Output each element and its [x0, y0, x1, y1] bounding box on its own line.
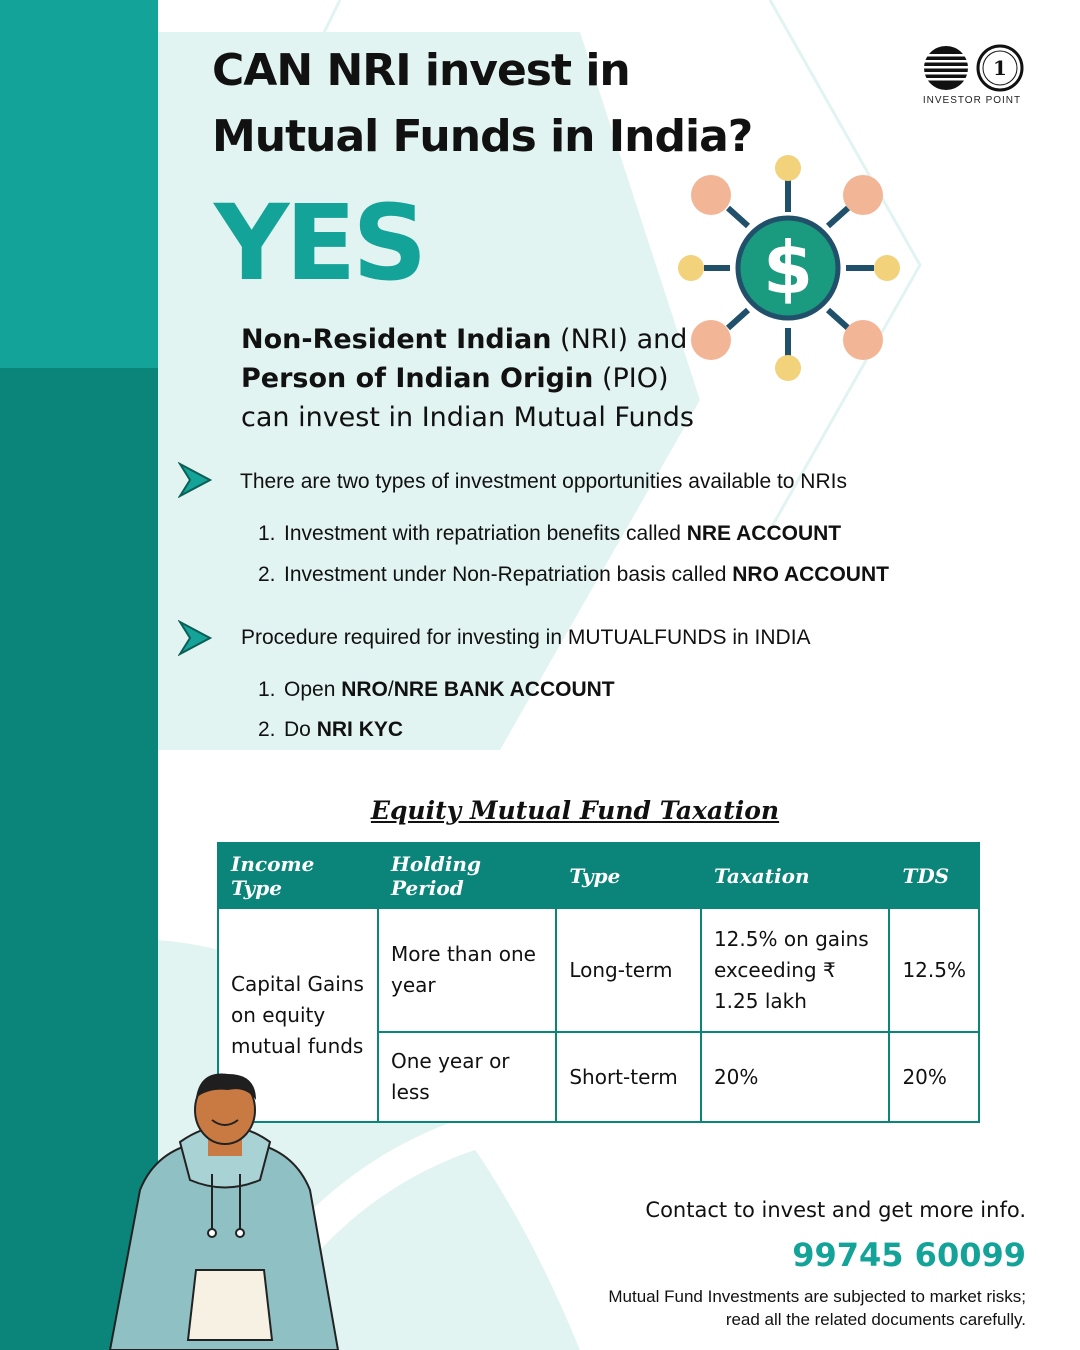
- pio-label: Person of Indian Origin: [241, 363, 594, 394]
- cell-holding: More than one year: [378, 908, 556, 1032]
- svg-text:1: 1: [993, 56, 1007, 80]
- answer-yes: YES: [214, 182, 424, 304]
- header-income-type: Income Type: [218, 843, 378, 908]
- section1-lead: There are two types of investment opportunities available to NRIs: [240, 470, 847, 493]
- svg-text:$: $: [762, 226, 814, 310]
- chevron-right-icon: [178, 620, 212, 656]
- chevron-right-icon: [178, 462, 212, 498]
- logo-text: INVESTOR POINT: [922, 95, 1022, 106]
- nri-rest: (NRI) and: [551, 324, 688, 355]
- table-title: Equity Mutual Fund Taxation: [370, 796, 780, 825]
- header-holding-period: Holding Period: [378, 843, 556, 908]
- cell-taxation: 20%: [701, 1032, 890, 1122]
- title-line-1: CAN NRI invest in: [212, 45, 630, 96]
- header-tds: TDS: [889, 843, 979, 908]
- cell-income-type: Capital Gains on equity mutual funds: [218, 908, 378, 1122]
- pio-rest: (PIO): [593, 363, 669, 394]
- dollar-network-icon: [668, 150, 908, 390]
- cell-taxation: 12.5% on gains exceeding ₹ 1.25 lakh: [701, 908, 890, 1032]
- person-illustration: [100, 1070, 350, 1350]
- cell-tds: 20%: [889, 1032, 979, 1122]
- list-item: 1. Investment with repatriation benefits called NRE ACCOUNT: [258, 522, 842, 545]
- list-item: 1. Open NRO/NRE BANK ACCOUNT: [258, 678, 615, 701]
- disclaimer: Mutual Fund Investments are subjected to market risks; read all the related documents carefully.: [608, 1287, 1026, 1329]
- intro-text: [241, 320, 694, 437]
- list-item: 2. Investment under Non-Repatriation basis called NRO ACCOUNT: [258, 563, 889, 586]
- contact-text: Contact to invest and get more info.: [645, 1198, 1026, 1222]
- list-item: 2. Do NRI KYC: [258, 718, 404, 741]
- section2-lead: Procedure required for investing in MUTUALFUNDS in INDIA: [241, 626, 811, 649]
- sidebar-top-block: [0, 0, 158, 368]
- table-header-row: [218, 843, 979, 908]
- cell-type: Short-term: [556, 1032, 701, 1122]
- intro-line-3: can invest in Indian Mutual Funds: [241, 402, 694, 433]
- cell-type: Long-term: [556, 908, 701, 1032]
- cell-holding: One year or less: [378, 1032, 556, 1122]
- table-row: [218, 908, 979, 1032]
- title-line-2: Mutual Funds in India?: [212, 111, 753, 162]
- nri-label: Non-Resident Indian: [241, 324, 552, 355]
- phone-number[interactable]: 99745 60099: [792, 1236, 1026, 1274]
- header-type: Type: [556, 843, 701, 908]
- cell-tds: 12.5%: [889, 908, 979, 1032]
- header-taxation: Taxation: [701, 843, 890, 908]
